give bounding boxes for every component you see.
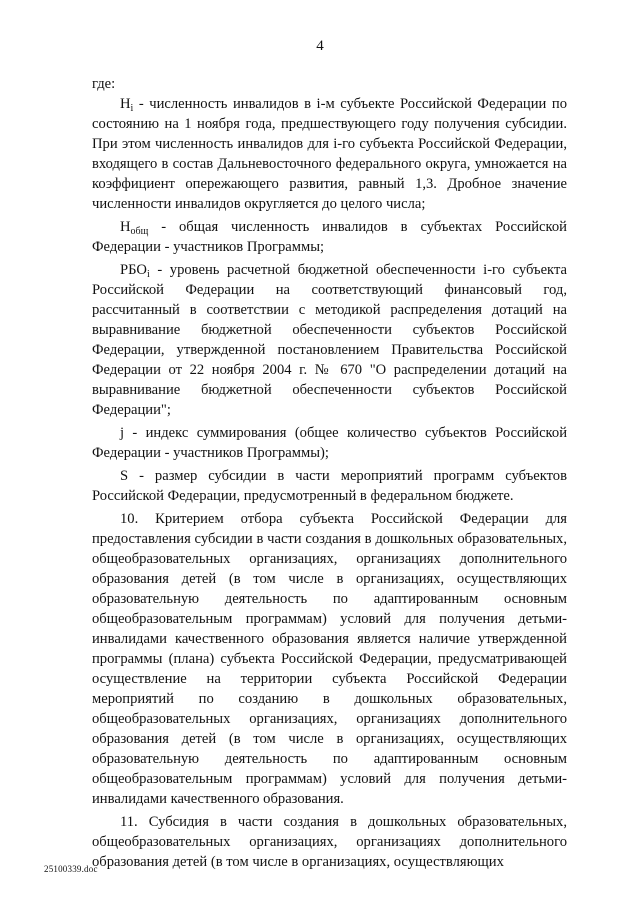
subscript-total: общ <box>130 226 149 237</box>
variable-n: Н <box>120 96 131 112</box>
document-body <box>92 74 567 872</box>
paragraph-definition-n-i <box>92 94 567 214</box>
footer-filename: 25100339.doc <box>44 864 98 874</box>
paragraph-definition-s: S - размер субсидии в части мероприятий программ субъектов Российской Федерации, предусмотренный в федеральном бюджете. <box>92 468 567 504</box>
page-number: 4 <box>316 38 324 54</box>
subscript-i: i <box>146 269 150 280</box>
paragraph-item-10: 10. Критерием отбора субъекта Российской Федерации для предоставления субсидии в части создания в дошкольных образовательных, общеобразовательных организациях, организациях дополнительного образования детей (в том числе в организациях, осуществляющих образовательную деятельность по адаптированным основным общеобразовательным программам) условий для получения детьми-инвалидами качественного образования является наличие утвержденной программы (плана) субъекта Российской Федерации, предусматривающей осуществление на территории субъекта Российской Федерации мероприятий по созданию в дошкольных образовательных, общеобразовательных организациях, организациях дополнительного образования детей (в том числе в организациях, осуществляющих образовательную деятельность по адаптированным основным общеобразовательным программам) условий для получения детьми-инвалидами качественного образования. <box>92 511 567 807</box>
paragraph-item-11: 11. Субсидия в части создания в дошкольных образовательных, общеобразовательных организациях, организациях дополнительного образования детей (в том числе в организациях, осуществляющих <box>92 814 567 870</box>
paragraph-definition-rbo <box>92 260 567 420</box>
paragraph-definition-j: j - индекс суммирования (общее количество субъектов Российской Федерации - участников Программы); <box>92 425 567 461</box>
definition-text: - общая численность инвалидов в субъектах Российской Федерации - участников Программы; <box>92 219 567 255</box>
definition-text: - численность инвалидов в i-м субъекте Российской Федерации по состоянию на 1 ноября года, предшествующего году получения субсидии. При этом численность инвалидов для i-го субъекта Российской Федерации, входящего в состав Дальневосточного федерального округа, умножается на коэффициент опережающего развития, равный 1,3. Дробное значение численности инвалидов округляется до целого числа; <box>92 96 567 212</box>
definition-text: - уровень расчетной бюджетной обеспеченности i-го субъекта Российской Федерации на соответствующий финансовый год, рассчитанный в соответствии с методикой распределения дотаций на выравнивание бюджетной обеспеченности субъектов Российской Федерации, утвержденной постановлением Правительства Российской Федерации от 22 ноября 2004 г. № 670 "О распределении дотаций на выравнивание бюджетной обеспеченности субъектов Российской Федерации"; <box>92 262 567 418</box>
variable-rbo: РБО <box>120 262 147 278</box>
subscript-i: i <box>130 103 134 114</box>
paragraph-definition-n-total <box>92 217 567 257</box>
paragraph-where: где: <box>92 76 116 92</box>
variable-n: Н <box>120 219 131 235</box>
